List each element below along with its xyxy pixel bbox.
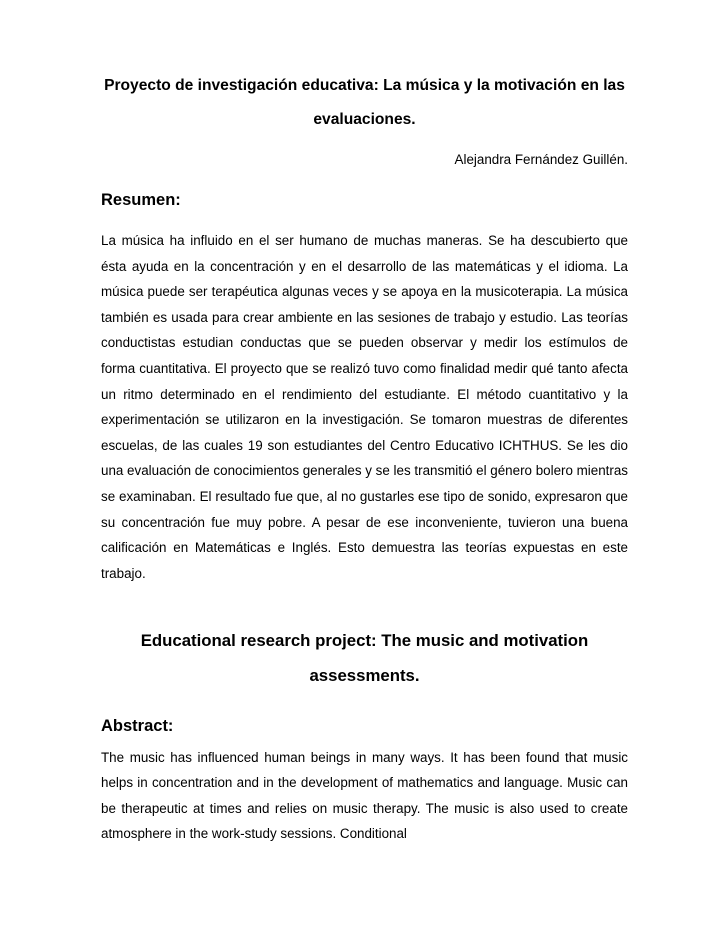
english-title: Educational research project: The music and motivation assessments.	[140, 631, 589, 685]
abstract-paragraph: The music has influenced human beings in many ways. It has been found that music helps in concentration and in the development of mathematics and language. Music can be therapeutic at times and relies on music therapy. The music is also used to create atmosphere in the work-study sessions. Conditional	[101, 750, 628, 841]
spanish-title: Proyecto de investigación educativa: La música y la motivación en las evaluaciones.	[104, 77, 625, 128]
resumen-paragraph: La música ha influido en el ser humano de muchas maneras. Se ha descubierto que ésta ayuda en la concentración y en el desarrollo de las matemáticas y el idioma. La música puede ser terapéutica algunas veces y se apoya en la musicoterapia. La música también es usada para crear ambiente en las sesiones de trabajo y estudio. Las teorías conductistas estudian conductas que se pueden observar y medir los estímulos de forma cuantitativa. El proyecto que se realizó tuvo como finalidad medir qué tanto afecta un ritmo determinado en el rendimiento del estudiante. El método cuantitativo y la experimentación se utilizaron en la investigación. Se tomaron muestras de diferentes escuelas, de las cuales 19 son estudiantes del Centro Educativo ICHTHUS. Se les dio una evaluación de conocimientos generales y se les transmitió el género bolero mientras se examinaban. El resultado fue que, al no gustarles ese tipo de sonido, expresaron que su concentración fue muy pobre. A pesar de ese inconveniente, tuvieron una buena calificación en Matemáticas e Inglés. Esto demuestra las teorías expuestas en este trabajo.	[101, 233, 628, 581]
author-name: Alejandra Fernández Guillén.	[454, 152, 628, 167]
abstract-heading: Abstract:	[101, 717, 174, 735]
resumen-heading: Resumen:	[101, 191, 181, 209]
